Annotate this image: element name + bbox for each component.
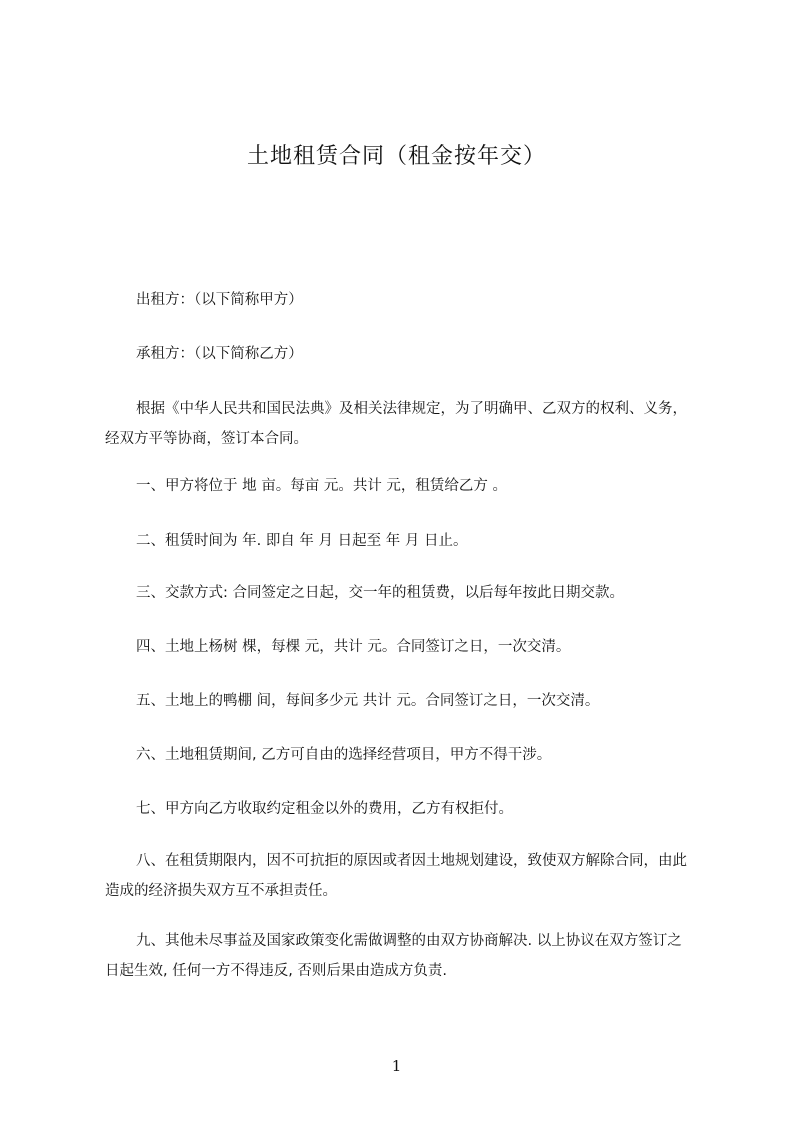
clause-8: 八、在租赁期限内，因不可抗拒的原因或者因土地规划建设，致使双方解除合同，由此造成的经济损失双方互不承担责任。 bbox=[105, 853, 687, 899]
clause-4: 四、土地上杨树 棵，每棵 元，共计 元。合同签订之日，一次交清。 bbox=[136, 639, 571, 655]
clause-3: 三、交款方式: 合同签定之日起，交一年的租赁费，以后每年按此日期交款。 bbox=[136, 585, 624, 601]
page-number: 1 bbox=[391, 1057, 402, 1075]
clause-2: 二、租赁时间为 年. 即自 年 月 日起至 年 月 日止。 bbox=[136, 533, 468, 549]
clause-5: 五、土地上的鸭棚 间，每间多少元 共计 元。合同签订之日，一次交清。 bbox=[136, 693, 600, 709]
clause-7: 七、甲方向乙方收取约定租金以外的费用，乙方有权拒付。 bbox=[136, 801, 513, 817]
clause-6: 六、土地租赁期间, 乙方可自由的选择经营项目，甲方不得干涉。 bbox=[136, 747, 552, 763]
lessor-line: 出租方：（以下简称甲方） bbox=[136, 292, 303, 308]
preamble-paragraph: 根据《中华人民共和国民法典》及相关法律规定，为了明确甲、乙双方的权利、义务，经双方平等协商，签订本合同。 bbox=[105, 401, 687, 447]
clause-1: 一、甲方将位于 地 亩。每亩 元。共计 元，租赁给乙方 。 bbox=[136, 478, 508, 494]
clause-9: 九、其他未尽事益及国家政策变化需做调整的由双方协商解决. 以上协议在双方签订之日起生效, 任何一方不得违反, 否则后果由造成方负责. bbox=[105, 933, 682, 979]
lessee-line: 承租方：（以下简称乙方） bbox=[136, 346, 303, 362]
document-title: 土地租赁合同（租金按年交） bbox=[246, 144, 546, 169]
